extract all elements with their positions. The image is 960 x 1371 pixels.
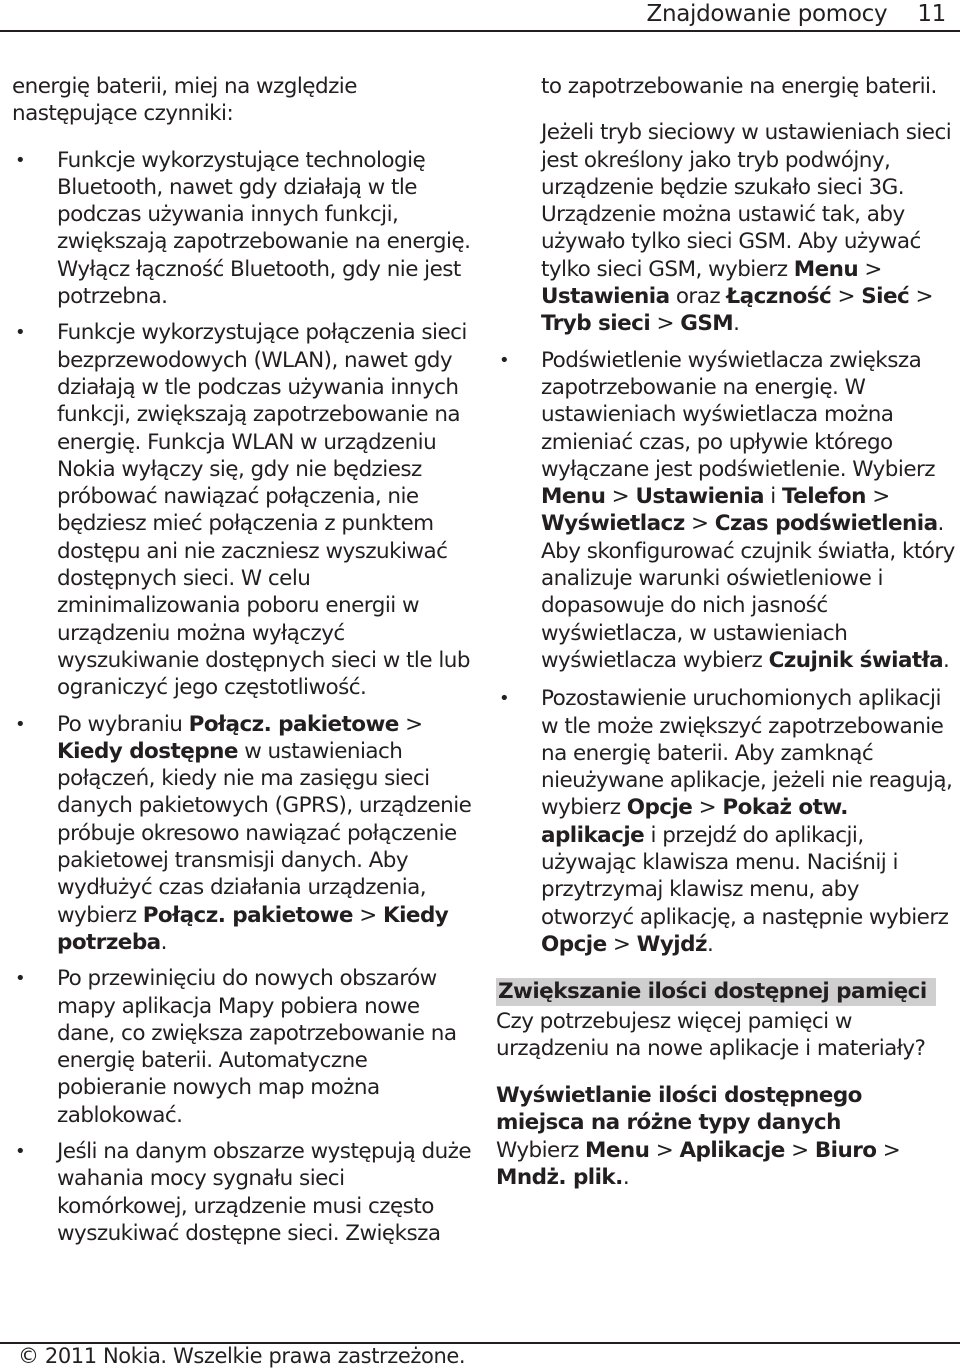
copyright-footer: © 2011 Nokia. Wszelkie prawa zastrzeżone.	[18, 1344, 466, 1368]
intro-paragraph: energię baterii, miej na względzie następujące czynniki:	[12, 74, 357, 127]
subsection-heading: Wyświetlanie ilości dostępnego miejsca na różne typy danych	[496, 1083, 862, 1136]
menu-path-item: Telefon	[781, 484, 866, 510]
text-run: Pozostawienie uruchomionych aplikacji w tle może zwiększyć zapotrzebowanie na energię baterii. Aby zamknąć nieużywane aplikacje, jeżeli nie reagują, wybierz	[541, 686, 953, 821]
menu-path-item: Czas podświetlenia	[714, 511, 938, 537]
menu-path-item: Łączność	[726, 284, 832, 310]
text-run: i	[763, 484, 782, 510]
bullet-icon: •	[15, 1140, 26, 1162]
list-item-text: Funkcje wykorzystujące technologię Bluetooth, nawet gdy działają w tle podczas używania innych funkcji, zwiększają zapotrzebowanie na energię. Wyłącz łączność Bluetooth, gdy nie jest potrzebna.	[57, 147, 471, 310]
menu-path-item: Wyświetlacz	[541, 511, 685, 537]
list-item	[12, 1138, 478, 1247]
text-run: Podświetlenie wyświetlacza zwiększa zapotrzebowanie na energię. W ustawieniach wyświetlacza można zmieniać czas, po upływie którego wyłączane jest podświetlenie. Wybierz	[541, 347, 936, 482]
path-separator: >	[649, 1137, 680, 1163]
path-separator: >	[784, 1137, 815, 1163]
menu-path-item: Połącz. pakietowe	[188, 711, 399, 737]
text-run: w ustawieniach połączeń, kiedy nie ma zasięgu sieci danych pakietowych (GPRS), urządzenie próbuje okresowo nawiązać połączenie pakietowej transmisji danych. Aby wydłużyć czas działania urządzenia, wybierz	[57, 738, 472, 928]
menu-path-item: Opcje	[541, 931, 607, 957]
path-separator: >	[858, 256, 882, 282]
list-item	[496, 685, 956, 958]
text-run: Jeżeli tryb sieciowy w ustawieniach sieci jest określony jako tryb podwójny, urządzenie będzie szukało sieci 3G. Urządzenie można ustawić tak, aby używało tylko sieci GSM. Aby używać tylko sieci GSM, wybierz	[541, 120, 952, 282]
menu-path-item: Połącz. pakietowe	[142, 902, 353, 928]
path-separator: >	[876, 1137, 901, 1163]
bullet-icon: •	[499, 688, 510, 710]
section-title: Znajdowanie pomocy	[646, 1, 888, 27]
menu-path-item: Tryb sieci	[541, 311, 651, 337]
text-run: oraz	[669, 284, 727, 310]
path-separator: >	[650, 311, 681, 337]
list-item-text: Po przewinięciu do nowych obszarów mapy aplikacja Mapy pobiera nowe dane, co zwiększa zapotrzebowanie na energię baterii. Automatyczne pobieranie nowych map można zablokować.	[57, 966, 457, 1128]
text-run: i przejdź do aplikacji, używając klawisza menu. Naciśnij i przytrzymaj klawisz menu, aby otworzyć aplikację, a następnie wybierz	[541, 822, 949, 930]
menu-path-item: Menu	[793, 256, 859, 282]
menu-path-item: Pokaż otw. aplikacje	[541, 795, 848, 848]
bullet-icon: •	[499, 349, 510, 371]
menu-path-item: Wyjdź	[636, 931, 707, 957]
menu-path-item: Czujnik światła	[768, 647, 944, 673]
path-separator: >	[909, 284, 933, 310]
battery-tips-list	[12, 147, 478, 1248]
continued-paragraph: to zapotrzebowanie na energię baterii.	[541, 74, 937, 99]
page-header-title	[646, 1, 946, 27]
path-separator: >	[831, 284, 862, 310]
list-item-text: Jeśli na danym obszarze występują duże wahania mocy sygnału sieci komórkowej, urządzenie musi często wyszukiwać dostępne sieci. Zwiększa	[57, 1138, 472, 1246]
path-separator: >	[352, 902, 383, 928]
menu-path-item: Biuro	[814, 1137, 877, 1163]
list-item	[12, 147, 478, 311]
bullet-icon: •	[15, 713, 26, 735]
list-item	[496, 347, 956, 675]
bullet-icon: •	[15, 322, 26, 344]
menu-path-item: Menu	[585, 1137, 650, 1163]
menu-path-item: Sieć	[861, 284, 910, 310]
text-run: Wybierz	[496, 1137, 586, 1163]
path-separator: >	[865, 484, 890, 510]
menu-path-paragraph	[496, 1137, 956, 1192]
menu-path-item: GSM	[680, 311, 734, 337]
network-mode-paragraph	[496, 119, 956, 337]
left-column	[12, 73, 478, 1256]
text-run: .	[943, 647, 950, 673]
list-item	[12, 319, 478, 701]
menu-path-item: Kiedy dostępne	[57, 738, 238, 764]
menu-path-item: Opcje	[626, 795, 693, 821]
list-item	[12, 711, 478, 957]
section-heading: Zwiększanie ilości dostępnej pamięci	[496, 978, 936, 1005]
menu-path-item: Ustawienia	[635, 484, 764, 510]
path-separator: >	[684, 511, 715, 537]
section-paragraph: Czy potrzebujesz więcej pamięci w urządzeniu na nowe aplikacje i materiały?	[496, 1008, 926, 1061]
menu-path-item: Ustawienia	[541, 284, 670, 310]
header-rule	[0, 30, 960, 32]
menu-path-item: Aplikacje	[679, 1137, 785, 1163]
text-run: Po wybraniu	[57, 711, 189, 737]
bullet-icon: •	[15, 149, 26, 171]
path-separator: >	[398, 711, 423, 737]
text-run: .	[706, 931, 714, 957]
list-item-text: Funkcje wykorzystujące połączenia sieci bezprzewodowych (WLAN), nawet gdy działają w tle podczas używania innych funkcji, zwiększają zapotrzebowanie na energię. Funkcja WLAN w urządzeniu Nokia wyłączy się, gdy nie będziesz próbować nawiązać połączenia, nie będziesz mieć połączenia z punktem dostępu ani nie zaczniesz wyszukiwać dostępnych sieci. W celu zminimalizowania poboru energii w urządzeniu można wyłączyć wyszukiwanie dostępnych sieci w tle lub ograniczyć jego częstotliwość.	[57, 320, 470, 701]
right-column	[496, 73, 956, 1191]
text-run: .	[622, 1164, 630, 1190]
menu-path-item: Kiedy potrzeba	[57, 902, 449, 955]
bullet-icon: •	[15, 968, 26, 990]
page-number: 11	[917, 1, 946, 27]
list-item	[12, 965, 478, 1129]
menu-path-item: Menu	[541, 484, 606, 510]
path-separator: >	[606, 931, 637, 957]
right-tips-list	[496, 347, 956, 959]
text-run: .	[733, 311, 740, 337]
text-run: . Aby skonfigurować czujnik światła, który analizuje warunki oświetleniowe i dopasowuje do nich jasność wyświetlacza, w ustawieniach wyświetlacza wybierz	[541, 511, 955, 673]
path-separator: >	[692, 795, 723, 821]
menu-path-item: Mndż. plik.	[496, 1164, 623, 1190]
text-run: .	[160, 929, 167, 955]
path-separator: >	[605, 484, 636, 510]
